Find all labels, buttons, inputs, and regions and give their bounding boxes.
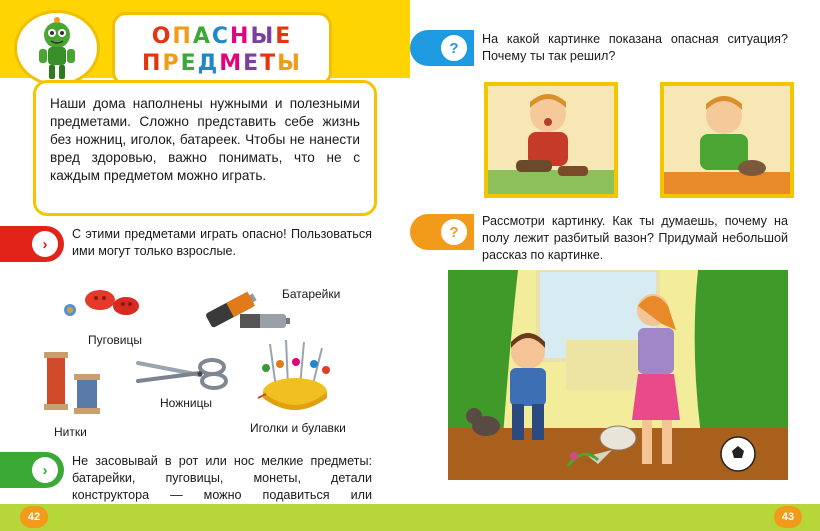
picture-boy-with-shell	[484, 82, 618, 198]
title-letter: Е	[180, 51, 198, 76]
question-2-text: Рассмотри картинку. Как ты думаешь, почему на полу лежит разбитый вазон? Придумай небольшой рассказ по картинке.	[482, 214, 788, 262]
title-letter: Ы	[250, 24, 276, 49]
buttons-image	[56, 286, 144, 326]
robot-mascot-icon	[17, 13, 97, 83]
page-number-left: 42	[20, 506, 48, 528]
question-icon: ?	[440, 34, 468, 62]
title-letter: П	[172, 24, 193, 49]
question-1-text: На какой картинке показана опасная ситуация? Почему ты так решил?	[482, 32, 788, 63]
page-title	[112, 12, 332, 86]
title-letter: Т	[260, 51, 278, 76]
title-letter: А	[192, 24, 212, 49]
title-letter: Р	[162, 51, 181, 76]
question-tab-1	[410, 30, 474, 66]
picture-broken-vase-scene	[448, 270, 788, 480]
batteries-label: Батарейки	[282, 287, 341, 301]
warning-tab	[0, 226, 64, 262]
footer-stripe	[0, 504, 820, 531]
advice-tab	[0, 452, 64, 488]
title-letter: Е	[275, 24, 293, 49]
title-letter: Н	[230, 24, 251, 49]
title-line-2	[115, 51, 329, 76]
advice-text: Не засовывай в рот или нос мелкие предметы: батарейки, пуговицы, монеты, детали конструктора — можно подавиться или	[72, 454, 372, 502]
title-line-1	[115, 24, 329, 49]
chevron-right-icon: ›	[32, 231, 58, 257]
scissors-image	[134, 355, 234, 391]
chevron-right-icon: ›	[32, 457, 58, 483]
needles-label: Иголки и булавки	[250, 421, 346, 435]
title-letter: М	[219, 51, 244, 76]
intro-box	[33, 80, 377, 216]
question-icon: ?	[440, 218, 468, 246]
title-letter: Е	[243, 51, 261, 76]
threads-label: Нитки	[54, 425, 87, 439]
intro-text: Наши дома наполнены нужными и полезными предметами. Сложно представить себе жизнь без ножниц, иголок, батареек. Чтобы не нанести вред здоровью, важно понимать, что не с каждым предметом можно играть.	[50, 96, 360, 183]
mascot-badge	[14, 10, 100, 86]
page-number-right: 43	[774, 506, 802, 528]
pincushion-image	[256, 338, 334, 416]
title-letter: Д	[197, 51, 220, 76]
picture-boy-with-hedgehog	[660, 82, 794, 198]
title-letter: С	[211, 24, 231, 49]
threads-image	[40, 348, 106, 416]
title-letter: О	[151, 24, 173, 49]
buttons-label: Пуговицы	[88, 333, 142, 347]
scissors-label: Ножницы	[160, 396, 213, 410]
title-letter: П	[142, 51, 163, 76]
batteries-image	[200, 280, 292, 334]
question-tab-2	[410, 214, 474, 250]
warning-text: С этими предметами играть опасно! Пользоваться ими могут только взрослые.	[72, 227, 372, 258]
title-letter: Ы	[277, 51, 302, 76]
